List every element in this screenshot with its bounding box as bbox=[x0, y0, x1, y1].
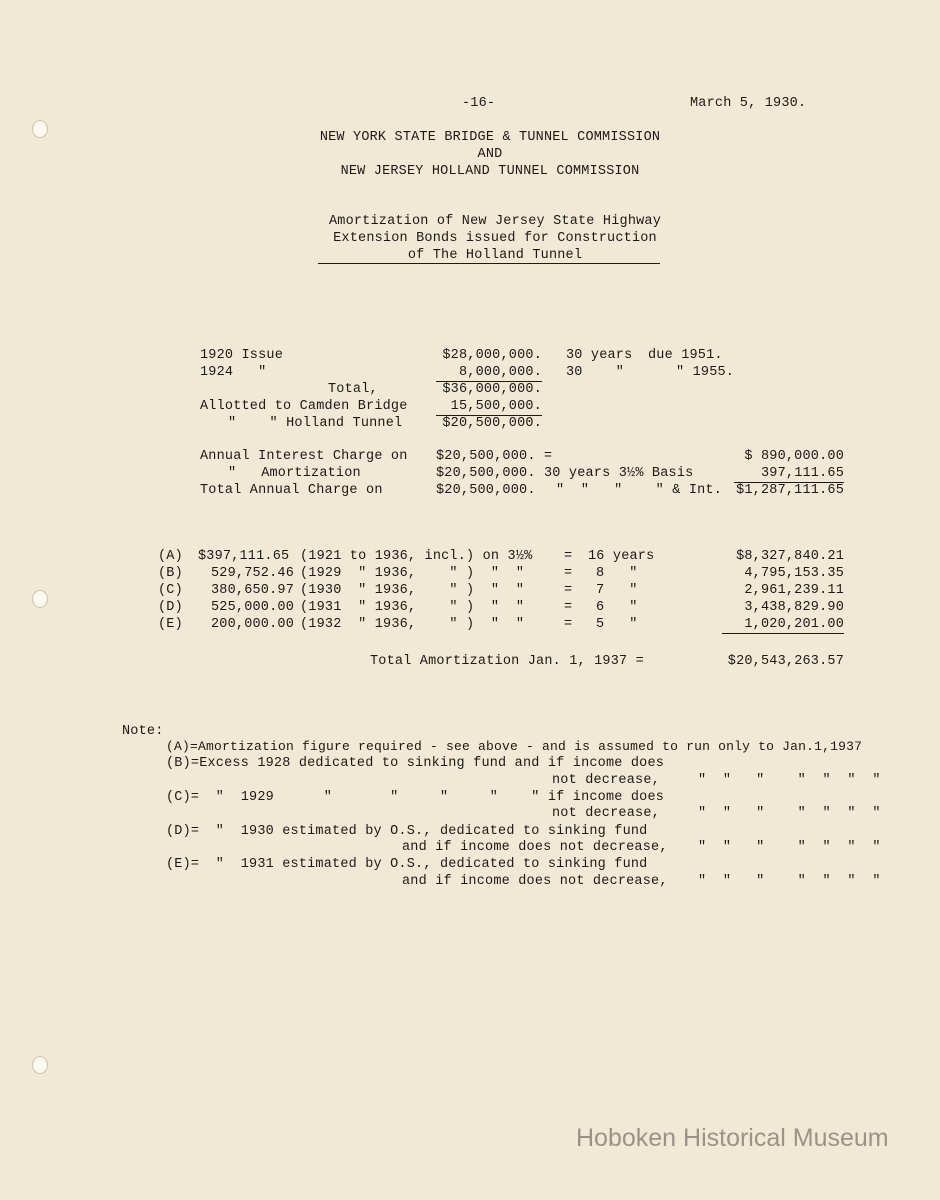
amort-row-c-period: (1930 " 1936, " ) " " bbox=[300, 583, 525, 598]
title-line-2: Extension Bonds issued for Construction bbox=[333, 231, 657, 246]
annual-amortization-value: 397,111.65 bbox=[760, 466, 844, 481]
amort-row-d-amount: 525,000.00 bbox=[210, 600, 294, 615]
issue-1924-term: 30 " bbox=[566, 365, 625, 380]
amort-row-d-years: 6 " bbox=[596, 600, 638, 615]
amort-row-e-amount: 200,000.00 bbox=[210, 617, 294, 632]
annual-interest-label: Annual Interest Charge on bbox=[200, 449, 408, 464]
org-line-2: AND bbox=[477, 147, 503, 162]
annual-interest-value: $ 890,000.00 bbox=[744, 449, 844, 464]
amort-row-a-key: (A) bbox=[158, 549, 183, 564]
note-e-ditto: " " " " " " " bbox=[698, 874, 881, 889]
annual-amortization-basis: 30 years 3½% Basis bbox=[544, 466, 694, 481]
binder-hole-bottom bbox=[32, 1056, 48, 1074]
binder-hole-top bbox=[32, 120, 48, 138]
amort-row-e-total: 1,020,201.00 bbox=[744, 617, 844, 632]
annual-total-ditto: " " " " & Int. bbox=[556, 483, 723, 498]
title-underline bbox=[318, 263, 660, 264]
binder-hole-middle bbox=[32, 590, 48, 608]
holland-amount: $20,500,000. bbox=[442, 416, 542, 431]
notes-heading: Note: bbox=[122, 724, 164, 739]
annual-amortization-amount: $20,500,000. bbox=[436, 466, 536, 481]
issue-1920-due: due 1951. bbox=[648, 348, 723, 363]
total-amortization-label: Total Amortization Jan. 1, 1937 = bbox=[370, 654, 644, 669]
amort-row-d-eq: = bbox=[564, 600, 573, 615]
amort-row-a-amount: $397,111.65 bbox=[198, 549, 290, 564]
amort-row-b-eq: = bbox=[564, 566, 573, 581]
amort-row-a-eq: = bbox=[564, 549, 573, 564]
amort-row-b-total: 4,795,153.35 bbox=[744, 566, 844, 581]
amort-row-a-years: 16 years bbox=[588, 549, 655, 564]
amort-row-e-period: (1932 " 1936, " ) " " bbox=[300, 617, 525, 632]
amort-row-b-key: (B) bbox=[158, 566, 183, 581]
note-d-line1: (D)= " 1930 estimated by O.S., dedicated to sinking fund bbox=[166, 824, 648, 839]
issues-total-amount: $36,000,000. bbox=[442, 382, 542, 397]
annual-interest-amount: $20,500,000. = bbox=[436, 449, 553, 464]
note-b-ditto: " " " " " " " bbox=[698, 773, 881, 788]
amort-row-a-period: (1921 to 1936, incl.) on 3½% bbox=[300, 549, 533, 564]
note-e-line1: (E)= " 1931 estimated by O.S., dedicated to sinking fund bbox=[166, 857, 648, 872]
issue-1920-term: 30 years bbox=[566, 348, 633, 363]
amort-row-c-total: 2,961,239.11 bbox=[744, 583, 844, 598]
org-line-3: NEW JERSEY HOLLAND TUNNEL COMMISSION bbox=[340, 164, 640, 179]
org-line-1: NEW YORK STATE BRIDGE & TUNNEL COMMISSION bbox=[319, 130, 661, 145]
amort-row-b-amount: 529,752.46 bbox=[210, 566, 294, 581]
note-c-ditto: " " " " " " " bbox=[698, 806, 881, 821]
amort-row-b-years: 8 " bbox=[596, 566, 638, 581]
note-e-line2: and if income does not decrease, bbox=[402, 874, 668, 889]
note-c-line1: (C)= " 1929 " " " " " if income does bbox=[166, 790, 665, 805]
issue-1920-amount: $28,000,000. bbox=[442, 348, 542, 363]
amort-row-c-years: 7 " bbox=[596, 583, 638, 598]
amort-row-d-key: (D) bbox=[158, 600, 183, 615]
amort-row-b-period: (1929 " 1936, " ) " " bbox=[300, 566, 525, 581]
note-d-ditto: " " " " " " " bbox=[698, 840, 881, 855]
amort-row-d-period: (1931 " 1936, " ) " " bbox=[300, 600, 525, 615]
amort-row-c-amount: 380,650.97 bbox=[210, 583, 294, 598]
page-number: -16- bbox=[462, 96, 496, 111]
note-d-line2: and if income does not decrease, bbox=[402, 840, 668, 855]
amort-row-d-total: 3,438,829.90 bbox=[744, 600, 844, 615]
amort-row-c-key: (C) bbox=[158, 583, 183, 598]
annual-amortization-label: " Amortization bbox=[228, 466, 361, 481]
note-b-line1: (B)=Excess 1928 dedicated to sinking fund and if income does bbox=[166, 756, 665, 771]
issue-1924-due: " 1955. bbox=[676, 365, 735, 380]
issue-1924-label: 1924 " bbox=[200, 365, 267, 380]
annual-total-amount: $20,500,000. bbox=[436, 483, 536, 498]
title-line-3: of The Holland Tunnel bbox=[407, 248, 583, 263]
total-amortization-value: $20,543,263.57 bbox=[727, 654, 844, 669]
issue-1924-amount: 8,000,000. bbox=[458, 365, 542, 380]
issues-total-label: Total, bbox=[328, 382, 378, 397]
amort-row-e-eq: = bbox=[564, 617, 573, 632]
note-c-line2: not decrease, bbox=[552, 806, 660, 821]
amort-row-a-total: $8,327,840.21 bbox=[736, 549, 844, 564]
amortization-sum-rule bbox=[722, 633, 844, 634]
note-a: (A)=Amortization figure required - see above - and is assumed to run only to Jan.1,1937 bbox=[166, 739, 863, 754]
annual-total-label: Total Annual Charge on bbox=[200, 483, 383, 498]
museum-watermark: Hoboken Historical Museum bbox=[576, 1124, 889, 1152]
title-line-1: Amortization of New Jersey State Highway bbox=[328, 214, 662, 229]
annual-total-value: $1,287,111.65 bbox=[736, 483, 844, 498]
camden-label: Allotted to Camden Bridge bbox=[200, 399, 408, 414]
issue-1920-label: 1920 Issue bbox=[200, 348, 284, 363]
amort-row-c-eq: = bbox=[564, 583, 573, 598]
amort-row-e-years: 5 " bbox=[596, 617, 638, 632]
holland-label: " " Holland Tunnel bbox=[228, 416, 403, 431]
document-date: March 5, 1930. bbox=[690, 96, 807, 111]
note-b-line2: not decrease, bbox=[552, 773, 660, 788]
camden-amount: 15,500,000. bbox=[450, 399, 542, 414]
amort-row-e-key: (E) bbox=[158, 617, 183, 632]
